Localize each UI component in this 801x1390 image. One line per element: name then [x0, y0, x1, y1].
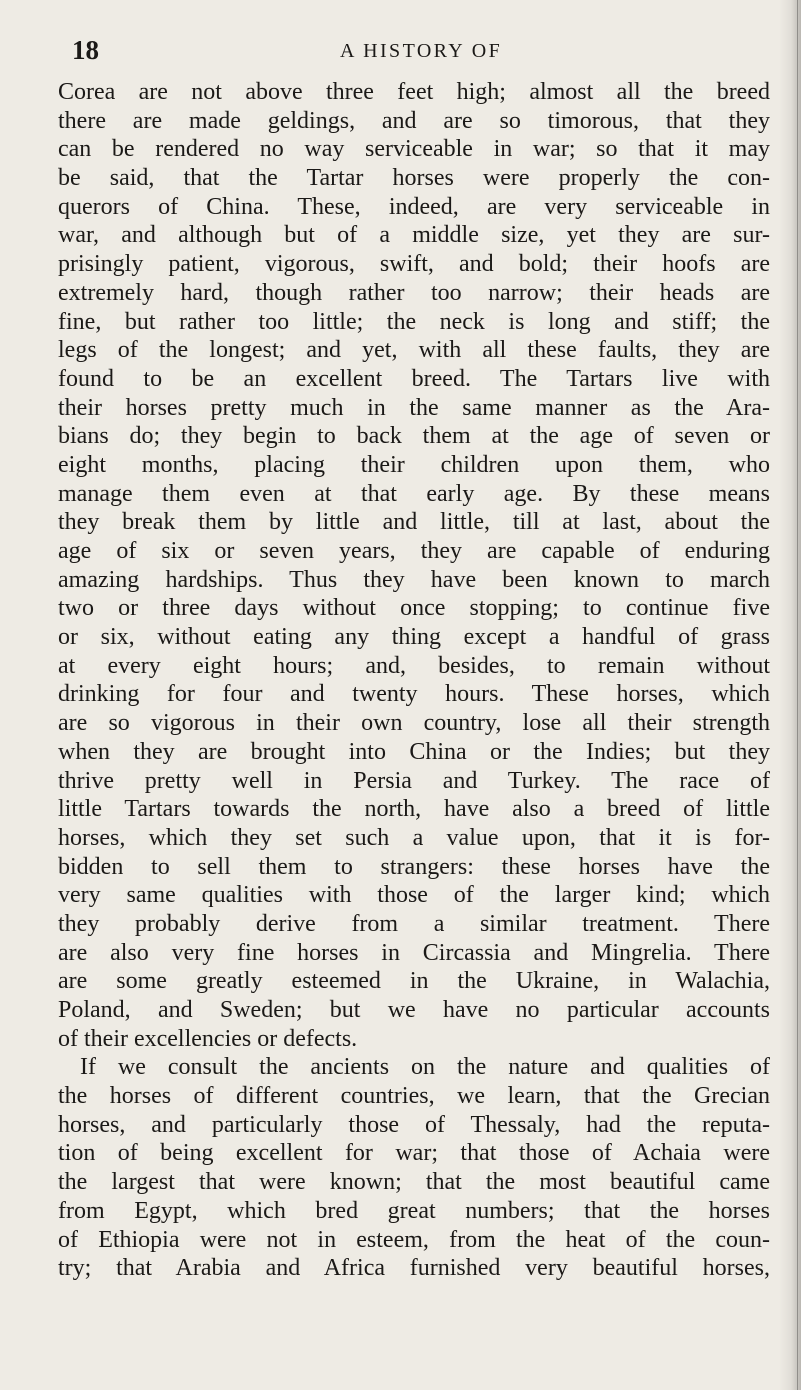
text-line: two or three days without once stopping; to continue five [58, 595, 770, 622]
text-line: manage them even at that early age. By these means [58, 480, 770, 507]
text-line: prisingly patient, vigorous, swift, and bold; their hoofs are [58, 251, 770, 278]
running-head-title: A HISTORY OF [340, 40, 503, 62]
text-line: from Egypt, which bred great numbers; that the horses [58, 1197, 770, 1224]
text-line: war, and although but of a middle size, yet they are sur- [58, 222, 770, 249]
text-line: bians do; they begin to back them at the age of seven or [58, 423, 770, 450]
page-number: 18 [72, 35, 99, 65]
text-line: they probably derive from a similar treatment. There [58, 910, 770, 937]
text-line: of Ethiopia were not in esteem, from the heat of the coun- [58, 1226, 770, 1253]
text-line: extremely hard, though rather too narrow; their heads are [58, 279, 770, 306]
page-edge-line [797, 0, 798, 1390]
text-line: horses, which they set such a value upon, that it is for- [58, 824, 770, 851]
text-line: thrive pretty well in Persia and Turkey. The race of [58, 767, 770, 794]
text-line: can be rendered no way serviceable in war; so that it may [58, 136, 770, 163]
text-line: are also very fine horses in Circassia and Mingrelia. There [58, 939, 770, 966]
text-line: at every eight hours; and, besides, to remain without [58, 652, 770, 679]
text-line: querors of China. These, indeed, are very serviceable in [58, 193, 770, 220]
text-line: the largest that were known; that the most beautiful came [58, 1169, 770, 1196]
text-line: be said, that the Tartar horses were properly the con- [58, 165, 770, 192]
body-text [58, 78, 770, 1283]
text-line: Poland, and Sweden; but we have no particular accounts [58, 997, 770, 1023]
text-line: are some greatly esteemed in the Ukraine, in Walachia, [58, 968, 770, 995]
text-line: Corea are not above three feet high; almost all the breed [58, 79, 770, 105]
text-line: try; that Arabia and Africa furnished very beautiful horses, [58, 1255, 770, 1282]
text-line: horses, and particularly those of Thessaly, had the reputa- [58, 1111, 770, 1138]
text-line: are so vigorous in their own country, lose all their strength [58, 710, 770, 737]
text-line: very same qualities with those of the larger kind; which [58, 882, 770, 909]
text-line: tion of being excellent for war; that those of Achaia were [58, 1140, 770, 1167]
text-line: drinking for four and twenty hours. These horses, which [58, 681, 770, 708]
text-line: found to be an excellent breed. The Tartars live with [58, 365, 770, 392]
text-line: their horses pretty much in the same manner as the Ara- [58, 394, 770, 421]
text-line: they break them by little and little, till at last, about the [58, 509, 770, 536]
paragraph-start-line: If we consult the ancients on the nature and qualities of [80, 1054, 770, 1081]
text-line: bidden to sell them to strangers: these horses have the [58, 853, 770, 880]
text-line: fine, but rather too little; the neck is long and stiff; the [58, 308, 770, 335]
text-line: the horses of different countries, we learn, that the Grecian [58, 1083, 770, 1110]
text-line: amazing hardships. Thus they have been known to march [58, 566, 770, 593]
text-line: eight months, placing their children upon them, who [58, 451, 770, 478]
running-head [72, 35, 772, 69]
text-line: age of six or seven years, they are capable of enduring [58, 538, 770, 564]
paragraph-end-line: of their excellencies or defects. [58, 1025, 358, 1052]
text-line: there are made geldings, and are so timorous, that they [58, 107, 770, 134]
text-line: or six, without eating any thing except a handful of grass [58, 624, 770, 651]
text-line: when they are brought into China or the Indies; but they [58, 738, 770, 765]
text-line: little Tartars towards the north, have also a breed of little [58, 796, 770, 823]
text-line: legs of the longest; and yet, with all these faults, they are [58, 337, 770, 364]
